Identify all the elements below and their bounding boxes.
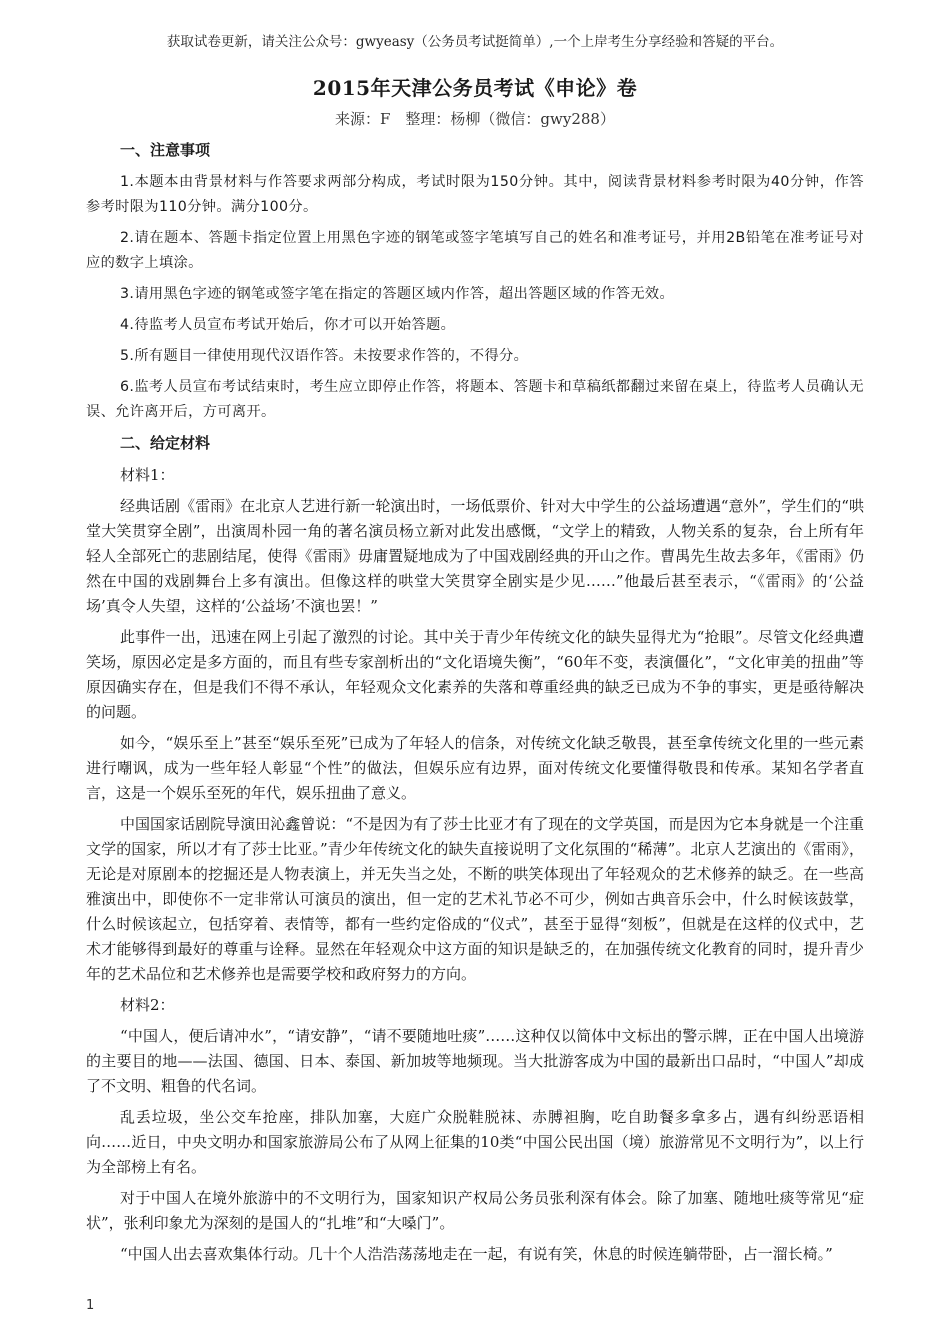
page-number: 1	[86, 1298, 95, 1313]
material-paragraph: “中国人，便后请冲水”，“请安静”，“请不要随地吐痰”……这种仅以简体中文标出的警示牌，正在中国人出境游的主要目的地——法国、德国、日本、泰国、新加坡等地频现。当大批游客成为中国的最新出口品时，“中国人”却成了不文明、粗鲁的代名词。	[86, 1027, 864, 1095]
material-paragraph: 经典话剧《雷雨》在北京人艺进行新一轮演出时，一场低票价、针对大中学生的公益场遭遇“意外”，学生们的“哄堂大笑贯穿全剧”，出演周朴园一角的著名演员杨立新对此发出感慨，“文学上的精致，人物关系的复杂，台上所有年轻人全部死亡的悲剧结尾，使得《雷雨》毋庸置疑地成为了中国戏剧经典的开山之作。曹禺先生故去多年，《雷雨》仍然在中国的戏剧舞台上多有演出。但像这样的哄堂大笑贯穿全剧实是少见……”他最后甚至表示，“《雷雨》的‘公益场’真令人失望，这样的‘公益场’不演也罢！”	[86, 497, 864, 615]
note-item: 5.所有题目一律使用现代汉语作答。未按要求作答的，不得分。	[120, 348, 529, 364]
material-paragraph: 此事件一出，迅速在网上引起了激烈的讨论。其中关于青少年传统文化的缺失显得尤为“抢眼”。尽管文化经典遭笑场，原因必定是多方面的，而且有些专家剖析出的“文化语境失衡”，“60年不变，表演僵化”，“文化审美的扭曲”等原因确实存在，但是我们不得不承认，年轻观众文化素养的失落和尊重经典的缺乏已成为不争的事实，更是亟待解决的问题。	[86, 628, 864, 721]
material-paragraph: 中国国家话剧院导演田沁鑫曾说：“不是因为有了莎士比亚才有了现在的文学英国，而是因为它本身就是一个注重文学的国家，所以才有了莎士比亚。”青少年传统文化的缺失直接说明了文化氛围的“稀薄”。北京人艺演出的《雷雨》，无论是对原剧本的挖掘还是人物表演上，并无失当之处，不断的哄笑体现出了年轻观众的艺术修养的缺乏。在一些高雅演出中，即使你不一定非常认可演员的演出，但一定的艺术礼节必不可少，例如古典音乐会中，什么时候该鼓掌，什么时候该起立，包括穿着、表情等，都有一些约定俗成的“仪式”，甚至于显得“刻板”，但就是在这样的仪式中，艺术才能够得到最好的尊重与诠释。显然在年轻观众中这方面的知识是缺乏的，在加强传统文化教育的同时，提升青少年的艺术品位和艺术修养也是需要学校和政府努力的方向。	[86, 815, 864, 983]
document-title: 2015年天津公务员考试《申论》卷	[312, 76, 638, 100]
note-item: 3.请用黑色字迹的钢笔或签字笔在指定的答题区域内作答，超出答题区域的作答无效。	[120, 286, 675, 302]
material-2-label: 材料2：	[120, 996, 175, 1014]
material-1-label: 材料1：	[120, 466, 175, 484]
header-notice: 获取试卷更新，请关注公众号：gwyeasy（公务员考试挺简单）,一个上岸考生分享经验和答疑的平台。	[166, 34, 784, 50]
material-paragraph: 如今，“娱乐至上”甚至“娱乐至死”已成为了年轻人的信条，对传统文化缺乏敬畏，甚至拿传统文化里的一些元素进行嘲讽，成为一些年轻人彰显“个性”的做法，但娱乐应有边界，面对传统文化要懂得敬畏和传承。某知名学者直言，这是一个娱乐至死的年代，娱乐扭曲了意义。	[86, 734, 864, 802]
document-body	[86, 138, 864, 1273]
note-item: 6.监考人员宣布考试结束时，考生应立即停止作答，将题本、答题卡和草稿纸都翻过来留在桌上，待监考人员确认无误、允许离开后，方可离开。	[86, 379, 864, 420]
note-item: 4.待监考人员宣布考试开始后，你才可以开始答题。	[120, 317, 456, 333]
note-item: 1.本题本由背景材料与作答要求两部分构成，考试时限为150分钟。其中，阅读背景材料参考时限为40分钟，作答参考时限为110分钟。满分100分。	[86, 174, 864, 215]
material-paragraph: 对于中国人在境外旅游中的不文明行为，国家知识产权局公务员张利深有体会。除了加塞、随地吐痰等常见“症状”，张利印象尤为深刻的是国人的“扎堆”和“大嗓门”。	[86, 1189, 864, 1232]
section-heading-materials: 二、给定材料	[120, 434, 211, 452]
material-paragraph: “中国人出去喜欢集体行动。几十个人浩浩荡荡地走在一起，有说有笑，休息的时候连躺带卧，占一溜长椅。”	[120, 1245, 833, 1263]
material-paragraph: 乱丢垃圾，坐公交车抢座，排队加塞，大庭广众脱鞋脱袜、赤膊袒胸，吃自助餐多拿多占，遇有纠纷恶语相向……近日，中央文明办和国家旅游局公布了从网上征集的10类“中国公民出国（境）旅游常见不文明行为”，以上行为全部榜上有名。	[86, 1108, 864, 1176]
document-source: 来源：F 整理：杨柳（微信：gwy288）	[335, 110, 615, 128]
section-heading-notes: 一、注意事项	[120, 141, 211, 159]
note-item: 2.请在题本、答题卡指定位置上用黑色字迹的钢笔或签字笔填写自己的姓名和准考证号，并用2B铅笔在准考证号对应的数字上填涂。	[86, 230, 864, 271]
